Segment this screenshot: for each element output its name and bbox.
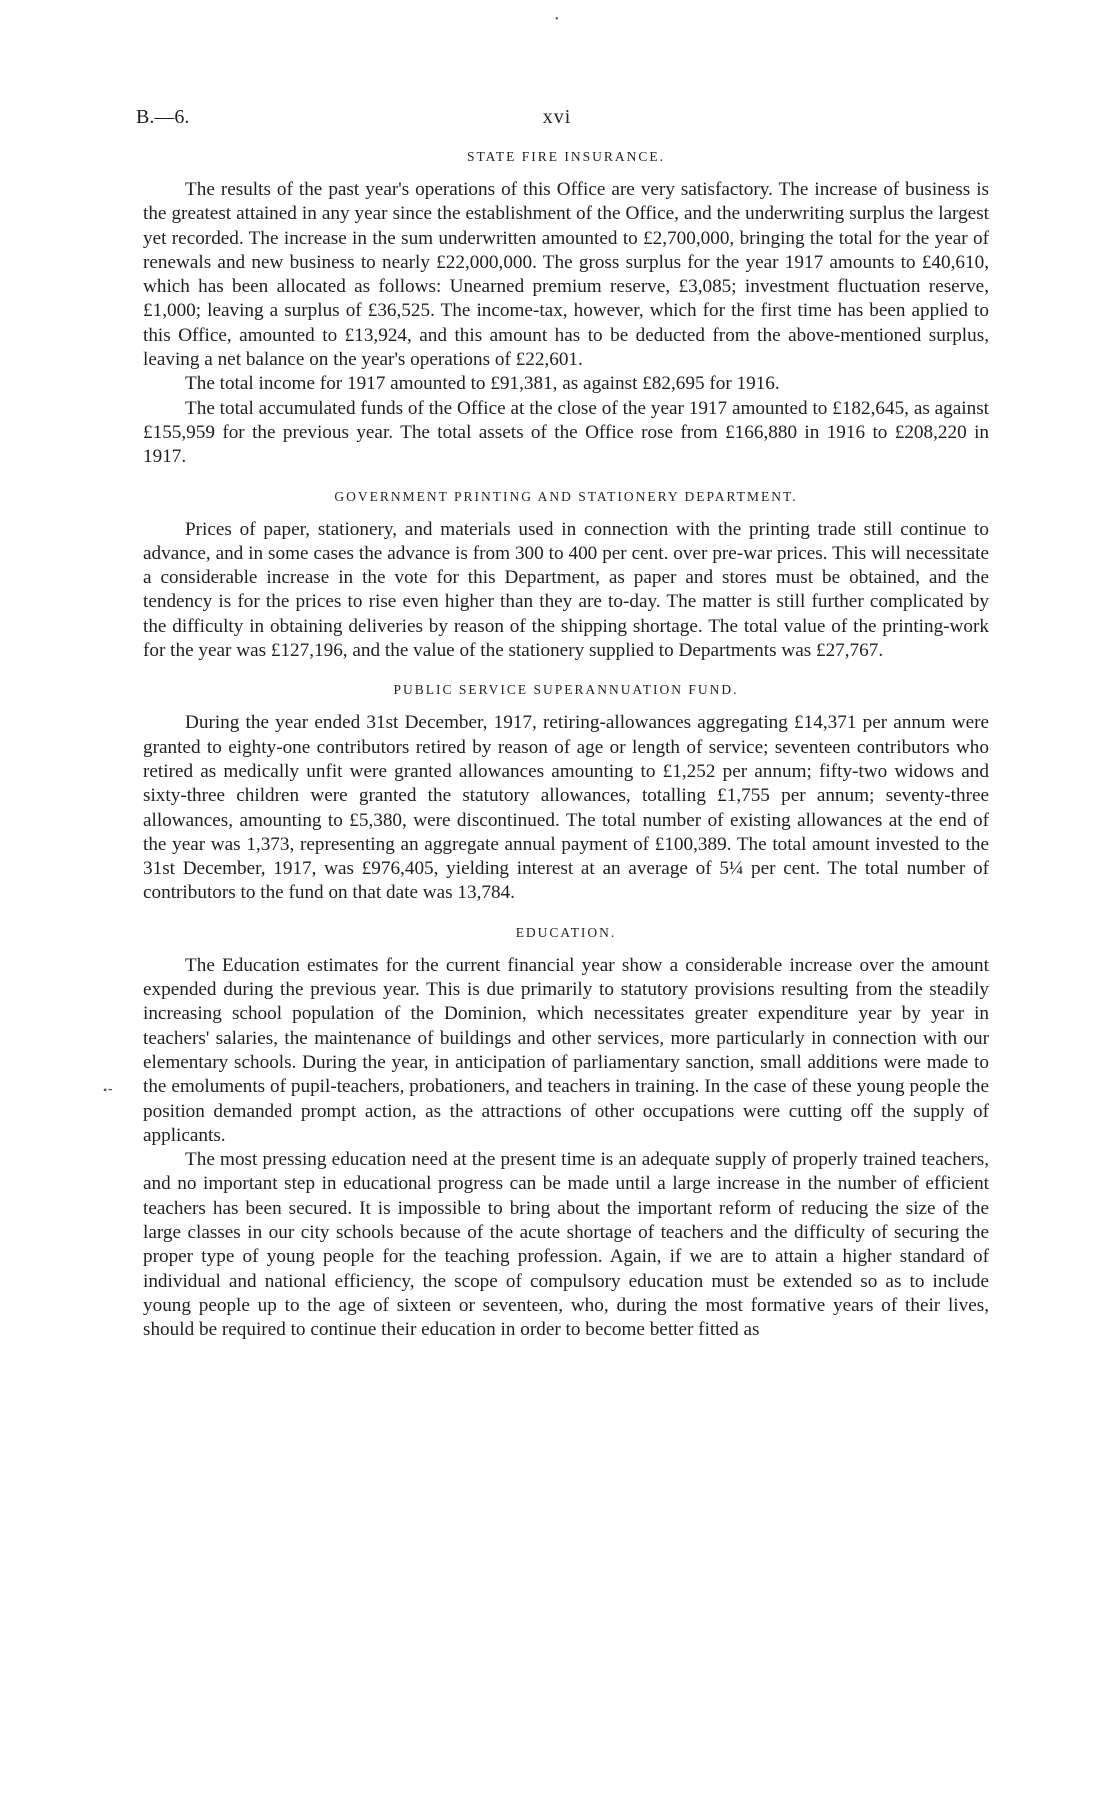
section-spacer — [143, 906, 989, 924]
section-government-printing — [143, 488, 989, 664]
section-spacer — [143, 470, 989, 488]
section-title: GOVERNMENT PRINTING AND STATIONERY DEPARTMENT. — [334, 488, 798, 504]
paragraph: During the year ended 31st December, 1917, retiring-allowances aggregating £14,371 per annum were granted to eighty-one contributors retired by reason of age or length of service; seventeen contributors who retired as medically unfit were granted allowances amounting to £1,252 per annum; fifty-two widows and sixty-three children were granted the statutory allowances, totalling £1,755 per annum; seventy-three allowances, amounting to £5,380, were discontinued. The total number of existing allowances at the end of the year was 1,373, representing an aggregate annual payment of £100,389. The total amount invested to the 31st December, 1917, was £976,405, yielding interest at an average of 5¼ per cent. The total number of contributors to the fund on that date was 13,784. — [143, 712, 989, 904]
section-spacer — [143, 663, 989, 681]
paragraph: The most pressing education need at the present time is an adequate supply of properly trained teachers, and no important step in educational progress can be made until a large increase in the number of efficient teachers has been secured. It is impossible to bring about the important reform of reducing the size of the large classes in our city schools because of the acute shortage of teachers and the difficulty of securing the proper type of young people for the teaching profession. Again, if we are to attain a higher standard of individual and national efficiency, the scope of compulsory education must be extended so as to include young people up to the age of sixteen or seventeen, who, during the most formative years of their lives, should be required to continue their education in order to become better fitted as — [143, 1149, 989, 1341]
scan-speck: • — [555, 14, 559, 25]
paragraph: The total accumulated funds of the Office at the close of the year 1917 amounted to £182,645, as against £155,959 for the previous year. The total assets of the Office rose from £166,880 in 1916 to £208,220 in 1917. — [143, 397, 989, 468]
document-reference: B.—6. — [136, 106, 190, 128]
paragraph: The total income for 1917 amounted to £91,381, as against £82,695 for 1916. — [185, 373, 780, 395]
document-body — [143, 148, 989, 1342]
margin-mark: •⁃ — [103, 1083, 114, 1097]
section-state-fire-insurance — [143, 148, 989, 470]
running-header — [136, 106, 978, 132]
paragraph: The results of the past year's operations of this Office are very satisfactory. The increase of business is the greatest attained in any year since the establishment of the Office, and the underwriting surplus the largest yet recorded. The increase in the sum underwritten amounted to £2,700,000, bringing the total for the year of renewals and new business to nearly £22,000,000. The gross surplus for the year 1917 amounts to £40,610, which has been allocated as follows: Unearned premium reserve, £3,085; investment fluctuation reserve, £1,000; leaving a surplus of £36,525. The income-tax, however, which for the first time has been applied to this Office, amounted to £13,924, and this amount has to be deducted from the above-mentioned surplus, leaving a net balance on the year's operations of £22,601. — [143, 179, 989, 371]
section-title: EDUCATION. — [515, 924, 617, 940]
section-education — [143, 924, 989, 1343]
paragraph: The Education estimates for the current financial year show a considerable increase over the amount expended during the previous year. This is due primarily to statutory provisions resulting from the steadily increasing school population of the Dominion, which necessitates greater expenditure year by year in teachers' salaries, the maintenance of buildings and other services, more particularly in connection with our elementary schools. During the year, in anticipation of parliamentary sanction, small additions were made to the emoluments of pupil-teachers, probationers, and teachers in training. In the case of these young people the position demanded prompt action, as the attractions of other occupations were cutting off the supply of applicants. — [143, 954, 989, 1146]
section-superannuation-fund — [143, 681, 989, 905]
section-title: STATE FIRE INSURANCE. — [466, 149, 666, 164]
page-number: xvi — [542, 106, 572, 128]
paragraph: Prices of paper, stationery, and materials used in connection with the printing trade still continue to advance, and in some cases the advance is from 300 to 400 per cent. over pre-war prices. This will necessitate a considerable increase in the vote for this Department, as paper and stores must be obtained, and the tendency is for the prices to rise even higher than they are to-day. The matter is still further complicated by the difficulty in obtaining deliveries by reason of the shipping shortage. The total value of the printing-work for the year was £127,196, and the value of the stationery supplied to Departments was £27,767. — [143, 518, 989, 662]
section-title: PUBLIC SERVICE SUPERANNUATION FUND. — [393, 682, 739, 698]
